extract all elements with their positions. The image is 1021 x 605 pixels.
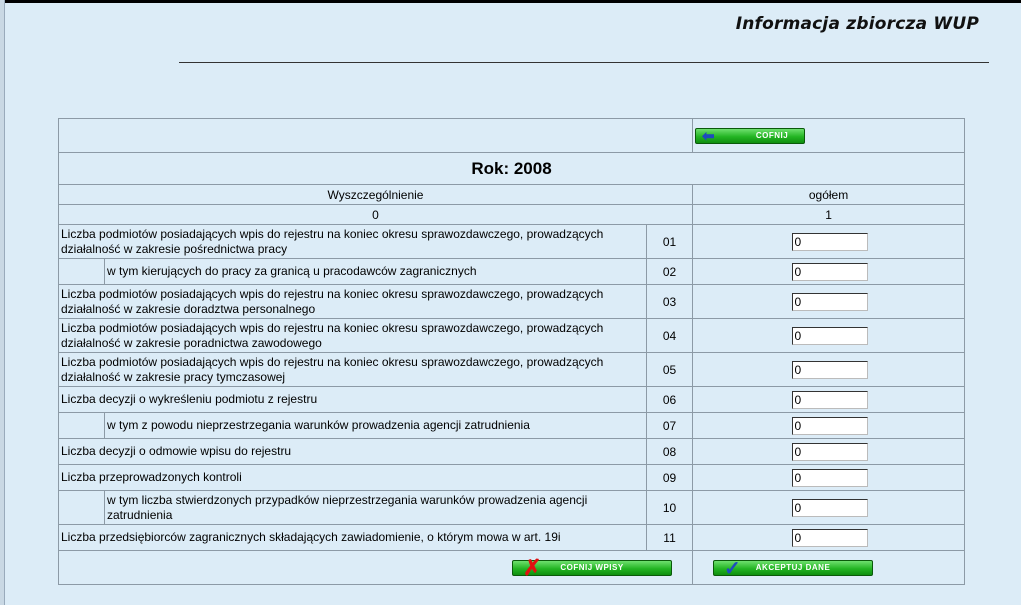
reset-entries-label: COFNIJ WPISY <box>560 563 624 573</box>
row-code: 05 <box>647 353 693 387</box>
table-row <box>59 491 965 525</box>
table-row <box>59 465 965 491</box>
column-header-total: ogółem <box>693 185 965 205</box>
indent-cell <box>59 413 105 439</box>
accept-data-button[interactable] <box>713 557 873 580</box>
value-input-06[interactable] <box>792 391 868 409</box>
back-button[interactable] <box>695 128 805 144</box>
row-description: Liczba podmiotów posiadających wpis do rejestru na koniec okresu sprawozdawczego, prowadzących działalność w zakresie pracy tymczasowej <box>59 353 647 387</box>
value-input-07[interactable] <box>792 417 868 435</box>
value-input-11[interactable] <box>792 529 868 547</box>
indent-cell <box>59 491 105 525</box>
value-input-01[interactable] <box>792 233 868 251</box>
value-input-08[interactable] <box>792 443 868 461</box>
row-description: Liczba decyzji o wykreśleniu podmiotu z rejestru <box>59 387 647 413</box>
row-description: Liczba podmiotów posiadających wpis do rejestru na koniec okresu sprawozdawczego, prowadzących działalność w zakresie poradnictwa zawodowego <box>59 319 647 353</box>
row-code: 07 <box>647 413 693 439</box>
row-value-cell <box>693 285 965 319</box>
row-description: w tym z powodu nieprzestrzegania warunków prowadzenia agencji zatrudnienia <box>105 413 647 439</box>
indent-cell <box>59 259 105 285</box>
row-description: Liczba decyzji o odmowie wpisu do rejestru <box>59 439 647 465</box>
table-row <box>59 259 965 285</box>
window-left-border <box>0 0 5 605</box>
page-title: Informacja zbiorcza WUP <box>735 14 979 34</box>
table-row <box>59 285 965 319</box>
table-row <box>59 319 965 353</box>
accept-cell <box>693 551 965 585</box>
row-value-cell <box>693 259 965 285</box>
row-code: 11 <box>647 525 693 551</box>
row-value-cell <box>693 465 965 491</box>
year-heading: Rok: 2008 <box>59 153 965 185</box>
row-code: 09 <box>647 465 693 491</box>
toolbar-spacer <box>59 119 693 153</box>
value-input-09[interactable] <box>792 469 868 487</box>
value-input-05[interactable] <box>792 361 868 379</box>
value-input-10[interactable] <box>792 499 868 517</box>
row-description: w tym liczba stwierdzonych przypadków nieprzestrzegania warunków prowadzenia agencji zatrudnienia <box>105 491 647 525</box>
row-value-cell <box>693 413 965 439</box>
table-row <box>59 225 965 259</box>
checkmark-icon: ✓ <box>724 557 742 580</box>
value-input-04[interactable] <box>792 327 868 345</box>
column-index-total: 1 <box>693 205 965 225</box>
row-value-cell <box>693 353 965 387</box>
table-row <box>59 439 965 465</box>
table-row <box>59 525 965 551</box>
table-row <box>59 353 965 387</box>
row-value-cell <box>693 491 965 525</box>
window-top-border <box>0 0 1021 3</box>
row-description: Liczba przedsiębiorców zagranicznych składających zawiadomienie, o którym mowa w art. 19i <box>59 525 647 551</box>
column-header-description: Wyszczególnienie <box>59 185 693 205</box>
table-row <box>59 413 965 439</box>
row-code: 02 <box>647 259 693 285</box>
row-value-cell <box>693 387 965 413</box>
reset-cell <box>59 551 693 585</box>
row-value-cell <box>693 525 965 551</box>
arrow-left-icon: ⬅ <box>702 127 716 145</box>
row-description: Liczba podmiotów posiadających wpis do rejestru na koniec okresu sprawozdawczego, prowadzących działalność w zakresie doradztwa personalnego <box>59 285 647 319</box>
row-description: Liczba podmiotów posiadających wpis do rejestru na koniec okresu sprawozdawczego, prowadzących działalność w zakresie pośrednictwa pracy <box>59 225 647 259</box>
value-input-02[interactable] <box>792 263 868 281</box>
report-form-table <box>58 118 965 585</box>
row-value-cell <box>693 319 965 353</box>
back-button-label: COFNIJ <box>755 131 789 140</box>
value-input-03[interactable] <box>792 293 868 311</box>
row-code: 04 <box>647 319 693 353</box>
column-index-description: 0 <box>59 205 693 225</box>
row-value-cell <box>693 439 965 465</box>
row-code: 03 <box>647 285 693 319</box>
title-divider <box>179 62 989 63</box>
cross-icon: ✗ <box>523 554 542 580</box>
accept-data-label: AKCEPTUJ DANE <box>755 563 831 573</box>
row-code: 10 <box>647 491 693 525</box>
row-description: Liczba przeprowadzonych kontroli <box>59 465 647 491</box>
row-code: 06 <box>647 387 693 413</box>
reset-entries-button[interactable] <box>512 554 672 580</box>
table-row <box>59 387 965 413</box>
row-code: 08 <box>647 439 693 465</box>
row-description: w tym kierujących do pracy za granicą u pracodawców zagranicznych <box>105 259 647 285</box>
row-value-cell <box>693 225 965 259</box>
row-code: 01 <box>647 225 693 259</box>
toolbar-cell <box>693 119 965 153</box>
